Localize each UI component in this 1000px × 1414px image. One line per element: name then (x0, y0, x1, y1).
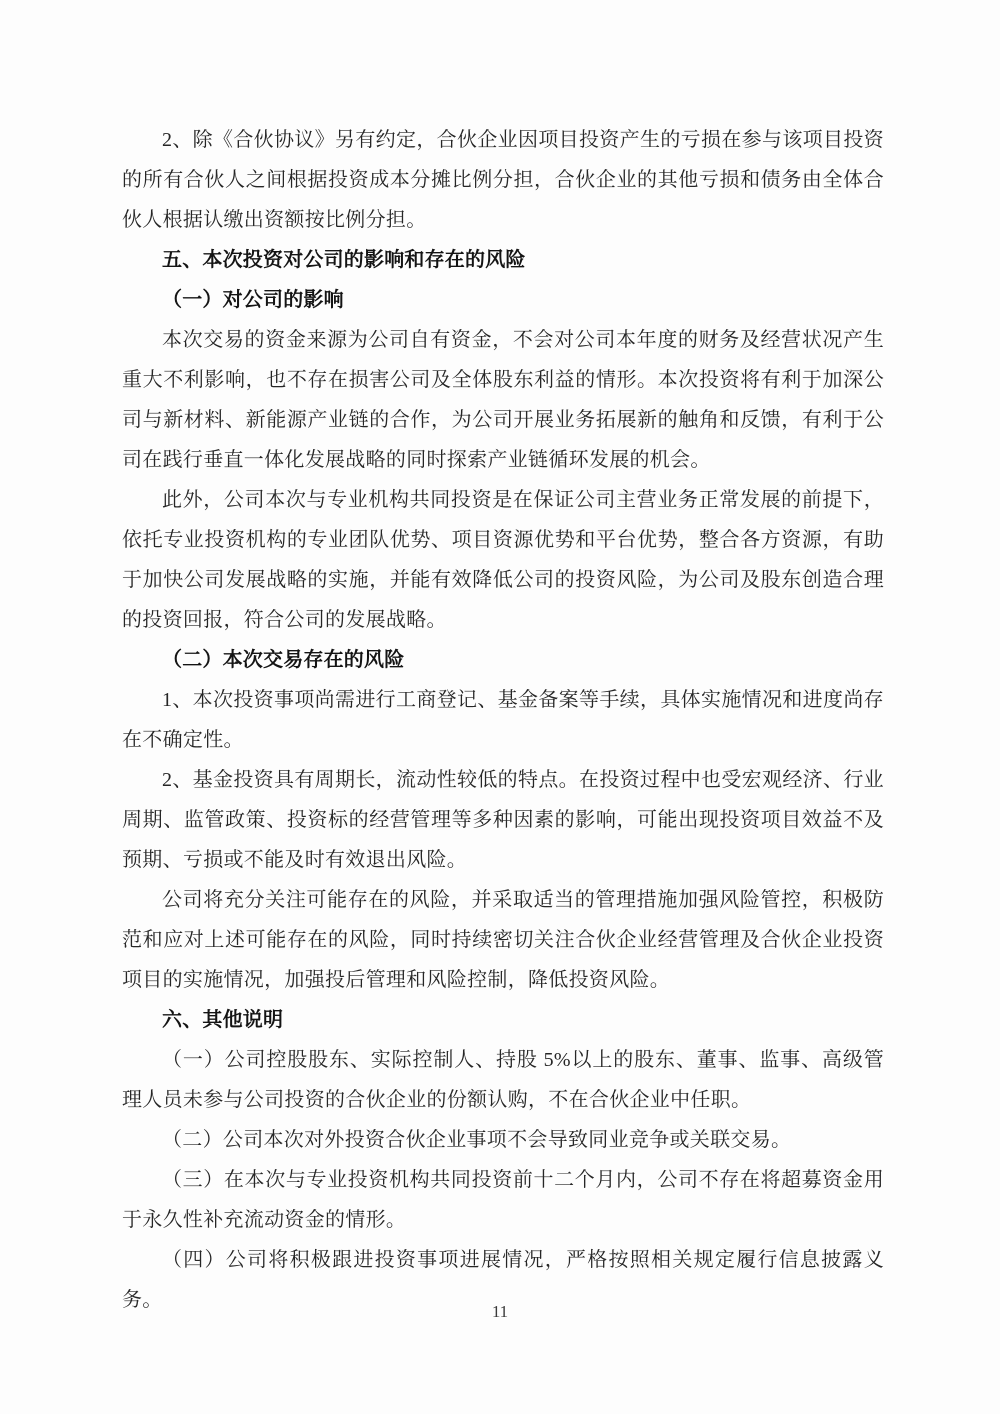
heading-impact-on-company: （一）对公司的影响 (162, 289, 344, 311)
heading-section-6-other-notes: 六、其他说明 (162, 1009, 284, 1031)
paragraph-note-1: （一）公司控股股东、实际控制人、持股 5%以上的股东、董事、监事、高级管理人员未参与公司投资的合伙企业的份额认购，不在合伙企业中任职。 (122, 1049, 884, 1111)
paragraph-risk-registration: 1、本次投资事项尚需进行工商登记、基金备案等手续，具体实施情况和进度尚存在不确定性。 (122, 689, 884, 751)
paragraph-risk-management: 公司将充分关注可能存在的风险，并采取适当的管理措施加强风险管控，积极防范和应对上述可能存在的风险，同时持续密切关注合伙企业经营管理及合伙企业投资项目的实施情况，加强投后管理和风险控制，降低投资风险。 (122, 889, 884, 991)
paragraph-loss-sharing: 2、除《合伙协议》另有约定，合伙企业因项目投资产生的亏损在参与该项目投资的所有合伙人之间根据投资成本分摊比例分担，合伙企业的其他亏损和债务由全体合伙人根据认缴出资额按比例分担。 (122, 129, 884, 231)
paragraph-risk-fund-cycle: 2、基金投资具有周期长，流动性较低的特点。在投资过程中也受宏观经济、行业周期、监管政策、投资标的经营管理等多种因素的影响，可能出现投资项目效益不及预期、亏损或不能及时有效退出风险。 (122, 769, 884, 871)
paragraph-note-3: （三）在本次与专业投资机构共同投资前十二个月内，公司不存在将超募资金用于永久性补充流动资金的情形。 (122, 1169, 884, 1231)
paragraph-funding-source: 本次交易的资金来源为公司自有资金，不会对公司本年度的财务及经营状况产生重大不利影响，也不存在损害公司及全体股东利益的情形。本次投资将有利于加深公司与新材料、新能源产业链的合作，为公司开展业务拓展新的触角和反馈，有利于公司在践行垂直一体化发展战略的同时探索产业链循环发展的机会。 (122, 329, 884, 471)
page-number: 11 (491, 1302, 509, 1321)
heading-section-5-impact-risk: 五、本次投资对公司的影响和存在的风险 (162, 249, 526, 271)
heading-transaction-risks: （二）本次交易存在的风险 (162, 649, 405, 671)
paragraph-note-2: （二）公司本次对外投资合伙企业事项不会导致同业竞争或关联交易。 (162, 1129, 792, 1151)
paragraph-note-4: （四）公司将积极跟进投资事项进展情况，严格按照相关规定履行信息披露义务。 (122, 1249, 884, 1311)
document-body (122, 120, 884, 1320)
paragraph-co-investment: 此外，公司本次与专业机构共同投资是在保证公司主营业务正常发展的前提下，依托专业投资机构的专业团队优势、项目资源优势和平台优势，整合各方资源，有助于加快公司发展战略的实施，并能有效降低公司的投资风险，为公司及股东创造合理的投资回报，符合公司的发展战略。 (122, 489, 884, 631)
